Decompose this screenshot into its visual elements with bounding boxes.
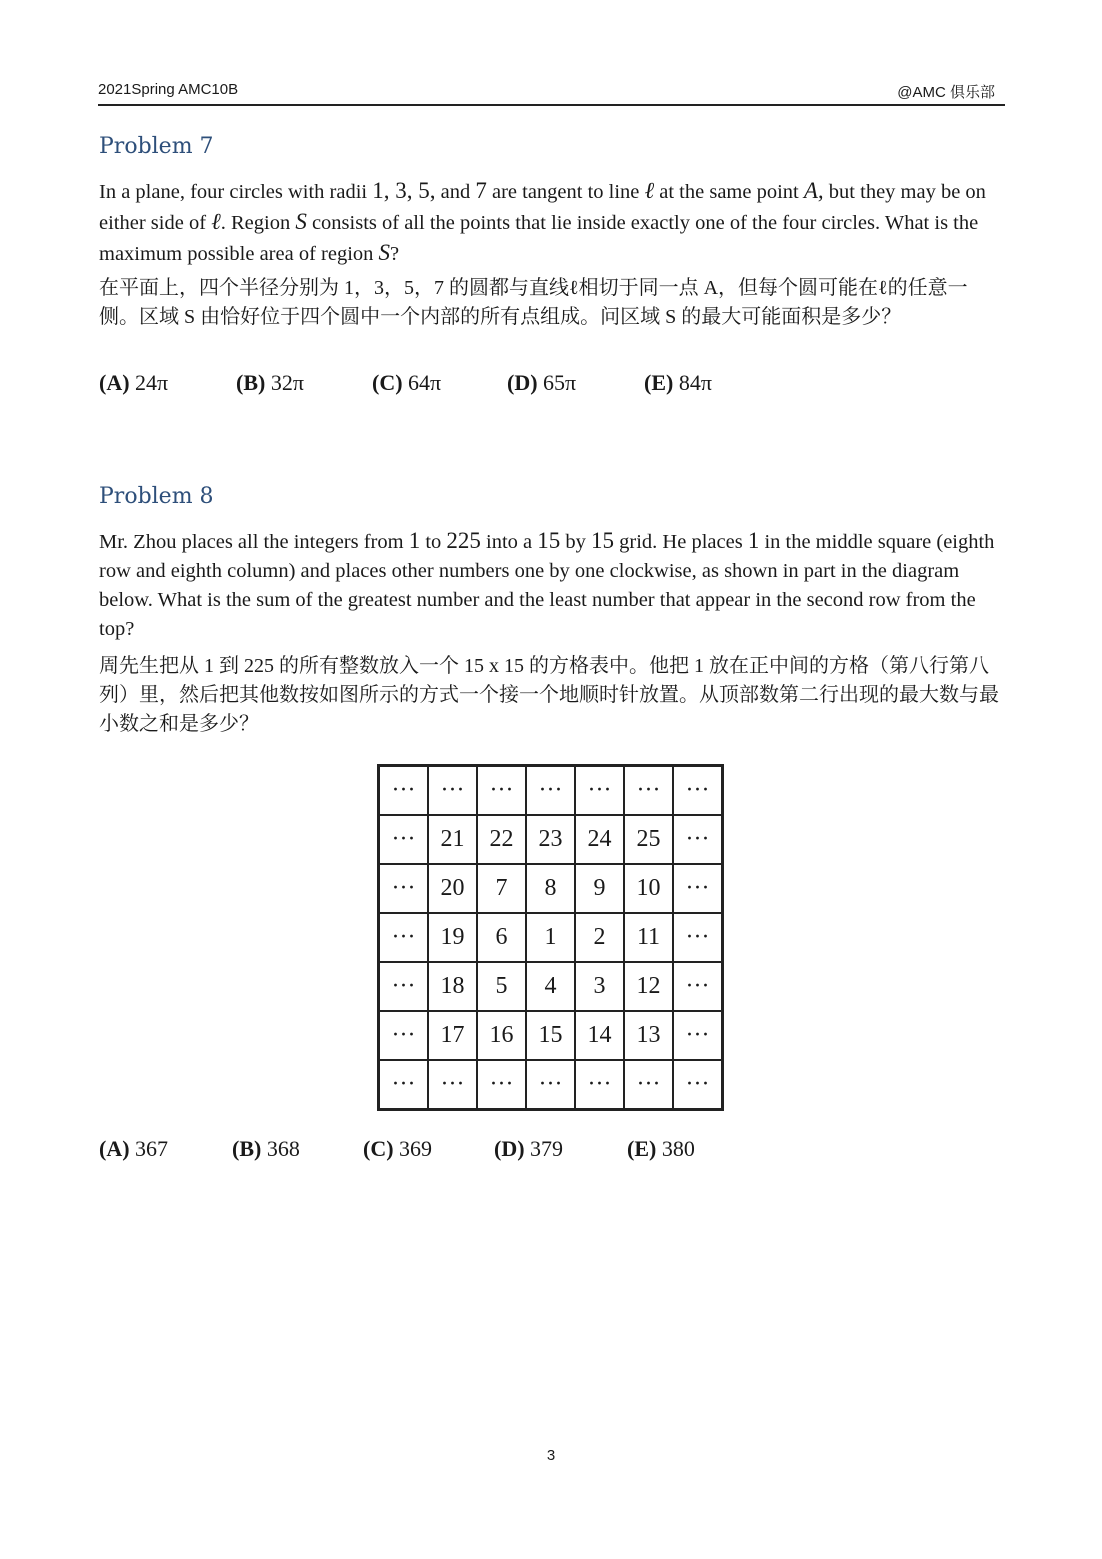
- choice-label: (D): [494, 1136, 525, 1161]
- grid-row: [379, 766, 723, 816]
- grid-cell: 4: [526, 962, 575, 1011]
- grid-cell: 16: [477, 1011, 526, 1060]
- choice-value: 369: [399, 1136, 433, 1161]
- problem-8-english: [99, 526, 1004, 644]
- grid-cell: 8: [526, 864, 575, 913]
- grid-row: [379, 1060, 723, 1110]
- math: A,: [803, 178, 824, 203]
- choice-label: (A): [99, 370, 130, 395]
- choice-a: [99, 1136, 168, 1162]
- grid-cell: 10: [624, 864, 673, 913]
- math: 15: [537, 528, 561, 553]
- grid-cell: 19: [428, 913, 477, 962]
- grid-cell: ···: [477, 766, 526, 816]
- grid-cell: 21: [428, 815, 477, 864]
- choice-c: [363, 1136, 432, 1162]
- text: to: [420, 531, 447, 553]
- math: 1, 3, 5,: [372, 178, 436, 203]
- choice-value: 24π: [135, 370, 169, 395]
- choice-label: (B): [232, 1136, 262, 1161]
- choice-label: (A): [99, 1136, 130, 1161]
- choice-d: [507, 370, 576, 396]
- grid-cell: ···: [673, 1011, 723, 1060]
- grid-cell: ···: [673, 962, 723, 1011]
- choice-label: (D): [507, 370, 538, 395]
- choice-value: 32π: [270, 370, 304, 395]
- header-club: @AMC 俱乐部: [897, 84, 995, 101]
- choice-value: 380: [661, 1136, 695, 1161]
- grid-cell: ···: [428, 1060, 477, 1110]
- problem-8-title: Problem 8: [99, 484, 214, 509]
- math: 225: [446, 528, 481, 553]
- grid-row: [379, 864, 723, 913]
- page-number: 3: [546, 1447, 556, 1464]
- grid-cell: ···: [673, 815, 723, 864]
- grid-cell: 1: [526, 913, 575, 962]
- text: but they may be on either side of: [99, 181, 986, 234]
- choice-value: 367: [135, 1136, 169, 1161]
- choice-value: 64π: [408, 370, 442, 395]
- choice-a: [99, 370, 168, 396]
- grid-cell: ···: [379, 913, 429, 962]
- grid-cell: ···: [379, 1011, 429, 1060]
- grid-row: [379, 1011, 723, 1060]
- math: 7: [475, 178, 487, 203]
- problem-7-english: [99, 176, 1004, 269]
- text: into a: [480, 531, 538, 553]
- text: by: [560, 531, 592, 553]
- grid-cell: 11: [624, 913, 673, 962]
- grid-cell: 5: [477, 962, 526, 1011]
- grid-cell: 2: [575, 913, 624, 962]
- choice-b: [236, 370, 304, 396]
- grid-cell: 13: [624, 1011, 673, 1060]
- math: 15: [591, 528, 615, 553]
- choice-label: (E): [627, 1136, 657, 1161]
- grid-cell: ···: [624, 766, 673, 816]
- math: 1: [408, 528, 421, 553]
- grid-row: [379, 962, 723, 1011]
- grid-cell: ···: [379, 962, 429, 1011]
- grid-cell: 7: [477, 864, 526, 913]
- grid-cell: 23: [526, 815, 575, 864]
- choice-label: (E): [644, 370, 674, 395]
- grid-cell: ···: [379, 766, 429, 816]
- grid-cell: ···: [526, 766, 575, 816]
- math: 1: [747, 528, 760, 553]
- choice-e: [627, 1136, 695, 1162]
- spiral-grid: [377, 764, 724, 1111]
- text: grid. He places: [614, 531, 748, 553]
- header-title: 2021Spring AMC10B: [98, 81, 239, 98]
- grid-cell: 20: [428, 864, 477, 913]
- grid-row: [379, 815, 723, 864]
- text: are tangent to line: [486, 181, 645, 203]
- grid-cell: ···: [379, 1060, 429, 1110]
- grid-cell: ···: [673, 864, 723, 913]
- grid-cell: ···: [673, 766, 723, 816]
- choice-d: [494, 1136, 563, 1162]
- grid-cell: ···: [379, 815, 429, 864]
- text: In a plane, four circles with radii: [99, 181, 373, 203]
- grid-cell: 17: [428, 1011, 477, 1060]
- grid-cell: 22: [477, 815, 526, 864]
- text: . Region: [220, 212, 296, 234]
- choice-value: 379: [530, 1136, 564, 1161]
- choice-label: (C): [363, 1136, 394, 1161]
- choice-value: 84π: [678, 370, 712, 395]
- grid-cell: ···: [624, 1060, 673, 1110]
- grid-cell: ···: [477, 1060, 526, 1110]
- text: at the same point: [654, 181, 804, 203]
- grid-cell: 6: [477, 913, 526, 962]
- choice-label: (B): [236, 370, 266, 395]
- choice-label: (C): [372, 370, 403, 395]
- text: and: [435, 181, 476, 203]
- math: S: [295, 209, 307, 234]
- math: ℓ: [211, 209, 221, 234]
- problem-7-chinese: 在平面上，四个半径分别为 1，3，5，7 的圆都与直线ℓ相切于同一点 A，但每个圆可能在ℓ的任意一侧。区域 S 由恰好位于四个圆中一个内部的所有点组成。问区域 S 的最大可能面积是多少？: [99, 277, 968, 328]
- choice-value: 368: [266, 1136, 300, 1161]
- grid-cell: ···: [575, 766, 624, 816]
- grid-cell: 15: [526, 1011, 575, 1060]
- choice-c: [372, 370, 441, 396]
- grid-cell: 9: [575, 864, 624, 913]
- choice-b: [232, 1136, 300, 1162]
- grid-cell: ···: [673, 1060, 723, 1110]
- grid-cell: ···: [673, 913, 723, 962]
- grid-cell: ···: [379, 864, 429, 913]
- grid-cell: 12: [624, 962, 673, 1011]
- problem-8-chinese: 周先生把从 1 到 225 的所有整数放入一个 15 x 15 的方格表中。他把 1 放在正中间的方格（第八行第八列）里，然后把其他数按如图所示的方式一个接一个地顺时针放置。从顶部数第二行出现的最大数与最小数之和是多少？: [99, 655, 999, 735]
- grid-row: [379, 913, 723, 962]
- grid-cell: 14: [575, 1011, 624, 1060]
- grid-cell: 25: [624, 815, 673, 864]
- grid-cell: 3: [575, 962, 624, 1011]
- grid-cell: ···: [526, 1060, 575, 1110]
- problem-7-title: Problem 7: [99, 134, 214, 159]
- choice-e: [644, 370, 712, 396]
- page-header: [98, 78, 1005, 106]
- text: Mr. Zhou places all the integers from: [99, 531, 409, 553]
- grid-cell: ···: [575, 1060, 624, 1110]
- text: consists of all the points that lie inside exactly one of the four circles. What is the maximum possible area of region: [99, 212, 979, 265]
- grid-cell: ···: [428, 766, 477, 816]
- choice-value: 65π: [543, 370, 577, 395]
- math: ℓ: [644, 178, 655, 203]
- text: ?: [390, 243, 400, 265]
- math: S: [378, 240, 391, 265]
- grid-cell: 18: [428, 962, 477, 1011]
- grid-cell: 24: [575, 815, 624, 864]
- text: in the middle square (eighth row and eighth column) and places other numbers one by one clockwise, as shown in part in the diagram below. What is the sum of the greatest number and the least number that appear in the second row from the top?: [99, 531, 995, 640]
